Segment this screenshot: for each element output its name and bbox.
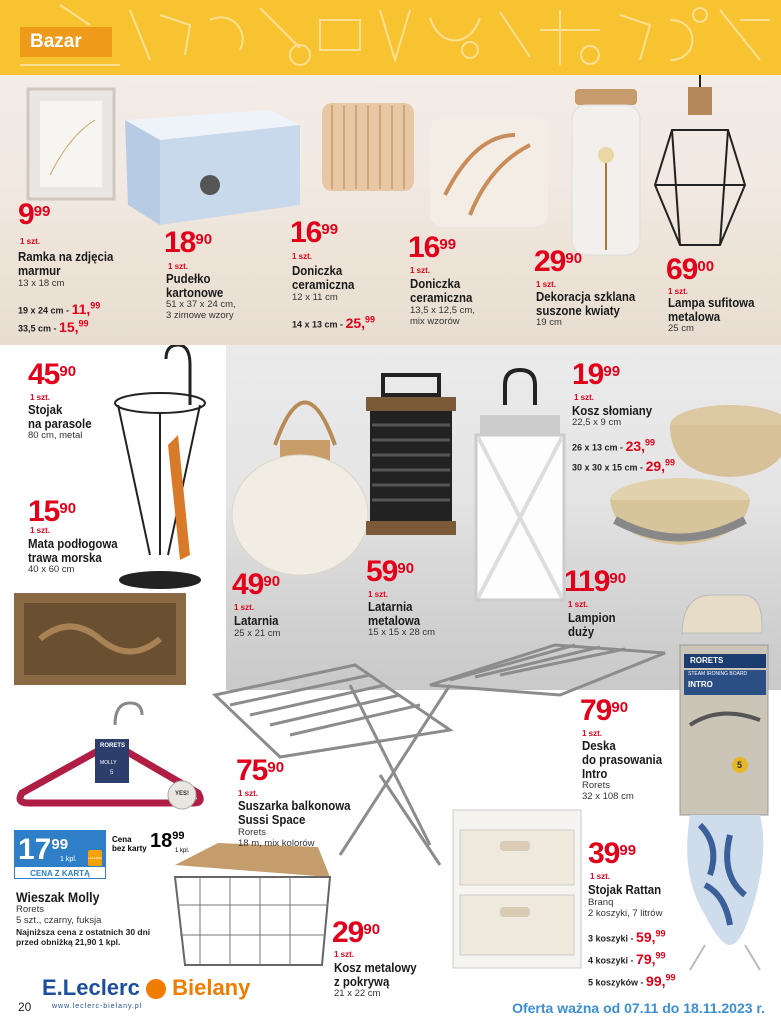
- lampa-desc: 25 cm: [668, 323, 694, 334]
- card-price-label: CENA Z KARTĄ: [14, 866, 106, 879]
- ramka-desc: 13 x 18 cm: [18, 278, 65, 289]
- card-price: $17^{99}$: [18, 833, 69, 866]
- ramka-name: Ramka na zdjęcia marmur: [18, 249, 114, 278]
- deska-desc: Rorets 32 x 108 cm: [582, 780, 634, 802]
- suszarka-unit: 1 szt.: [238, 789, 259, 798]
- section-title: Bazar: [20, 27, 112, 57]
- stojak-rattan-variant-2: 4 koszyki - 79,99: [588, 950, 666, 967]
- deska-name: Deska do prasowania Intro: [582, 738, 663, 781]
- lampion-name: Lampion duży: [568, 610, 616, 639]
- nocard-unit: 1 kpl.: [175, 848, 190, 854]
- lampion-price: 11990: [564, 565, 627, 598]
- latarnia-name: Latarnia: [234, 613, 279, 628]
- leclerc-logo: E.Leclerc Bielany: [42, 975, 251, 1000]
- doniczka1-name: Doniczka ceramiczna: [292, 263, 355, 292]
- dekoracja-unit: 1 szt.: [536, 280, 557, 289]
- lampa-name: Lampa sufitowa metalowa: [668, 295, 755, 324]
- latarnia-desc: 25 x 21 cm: [234, 628, 281, 639]
- wieszak-desc: Rorets 5 szt., czarny, fuksja: [16, 904, 102, 926]
- suszarka-name: Suszarka balkonowa Sussi Space: [238, 798, 351, 827]
- wieszak-tag-name: MOLLY: [100, 760, 117, 766]
- leclerc-card-icon: LECLERC: [88, 850, 102, 866]
- latarnia-met-unit: 1 szt.: [368, 590, 389, 599]
- dekoracja-desc: 19 cm: [536, 317, 562, 328]
- kosz-slomiany-price: 1999: [572, 358, 621, 391]
- wire-basket-with-lid-image: [175, 843, 330, 965]
- ramka-variant-1: 19 x 24 cm - 11,99: [18, 300, 101, 317]
- kosz-metal-desc: 21 x 22 cm: [334, 988, 381, 999]
- ramka-variant-2: 33,5 cm - 15,99: [18, 318, 89, 335]
- page-number: 20: [18, 1000, 32, 1014]
- deska-price: 7990: [580, 694, 629, 727]
- ceramic-pot-striped-image: [322, 103, 414, 191]
- kosz-slomiany-unit: 1 szt.: [574, 393, 595, 402]
- stojak-rattan-desc: Branq 2 koszyki, 7 litrów: [588, 897, 663, 919]
- lampa-unit: 1 szt.: [668, 287, 689, 296]
- kosz-metal-name: Kosz metalowy z pokrywą: [334, 960, 417, 989]
- wieszak-lowest-price-note: Najniższa cena z ostatnich 30 dni przed obniżką 21,90 1 kpl.: [16, 927, 151, 947]
- ceramic-pot-leaf-image: [430, 117, 548, 227]
- ramka-unit: 1 szt.: [20, 237, 41, 246]
- stojak-rattan-variant-1: 3 koszyki - 59,99: [588, 928, 666, 945]
- ramka-price: 999: [18, 198, 51, 231]
- mata-name: Mata podłogowa trawa morska: [28, 536, 118, 565]
- stojak-parasole-desc: 80 cm, metal: [28, 430, 83, 441]
- pudelko-price: 1890: [164, 226, 213, 259]
- mata-unit: 1 szt.: [30, 526, 51, 535]
- latarnia-met-desc: 15 x 15 x 28 cm: [368, 627, 436, 638]
- stojak-rattan-variant-3: 5 koszyków - 99,99: [588, 972, 676, 989]
- metal-lantern-image: [366, 375, 456, 535]
- kosz-metal-unit: 1 szt.: [334, 950, 355, 959]
- nocard-label: Cena bez karty: [112, 835, 147, 853]
- suszarka-desc: Rorets 18 m, mix kolorów: [238, 827, 315, 849]
- mata-desc: 40 x 60 cm: [28, 564, 75, 575]
- bottom-row-product-photos: [0, 585, 781, 975]
- glass-jar-dried-flowers-image: [572, 89, 640, 255]
- deska-box-line2: INTRO: [688, 680, 713, 689]
- kosz-metal-price: 2990: [332, 916, 381, 949]
- doniczka1-unit: 1 szt.: [292, 252, 313, 261]
- deska-unit: 1 szt.: [582, 729, 603, 738]
- mata-price: 1590: [28, 495, 77, 528]
- stojak-rattan-price: 3999: [588, 837, 637, 870]
- lampion-unit: 1 szt.: [568, 600, 589, 609]
- latarnia-price: 4990: [232, 568, 281, 601]
- white-lantern-image: [476, 370, 564, 600]
- wieszak-tag-brand: RORETS: [100, 743, 126, 749]
- doniczka1-desc: 12 x 11 cm: [292, 292, 338, 303]
- dekoracja-price: 2990: [534, 245, 583, 278]
- wieszak-name: Wieszak Molly: [16, 889, 100, 905]
- pudelko-unit: 1 szt.: [168, 262, 189, 271]
- deska-box-number: 5: [737, 760, 743, 770]
- doniczka2-unit: 1 szt.: [410, 266, 431, 275]
- deska-box-line1: STEAM IRONING BOARD: [688, 671, 748, 677]
- doniczka1-price: 1699: [290, 216, 339, 249]
- lampa-price: 6900: [666, 253, 715, 286]
- paper-lantern-image: [232, 403, 368, 576]
- nocard-price: $18^{99}$: [150, 830, 185, 852]
- plastic-drawer-unit-image: [453, 810, 581, 968]
- wieszak-tag-number: 5: [110, 770, 114, 776]
- kosz-slomiany-variant-1: 26 x 13 cm - 23,99: [572, 437, 656, 454]
- leclerc-logo-icon: [146, 979, 166, 999]
- latarnia-met-name: Latarnia metalowa: [368, 599, 421, 628]
- pudelko-name: Pudełko kartonowe: [166, 271, 224, 300]
- stojak-parasole-name: Stojak na parasole: [28, 402, 92, 431]
- suszarka-price: 7590: [236, 754, 285, 787]
- top-row-product-photos: [0, 75, 781, 345]
- offer-validity: Oferta ważna od 07.11 do 18.11.2023 r.: [512, 1000, 765, 1016]
- pudelko-desc: 51 x 37 x 24 cm, 3 zimowe wzory: [166, 299, 236, 321]
- straw-baskets-image: [610, 405, 781, 545]
- doniczka1-variant-1: 14 x 13 cm - 25,99: [292, 314, 376, 331]
- dekoracja-name: Dekoracja szklana suszone kwiaty: [536, 289, 636, 318]
- metal-pendant-lamp-image: [655, 75, 745, 245]
- doniczka2-desc: 13,5 x 12,5 cm, mix wzorów: [410, 305, 475, 327]
- kosz-slomiany-variant-2: 30 x 30 x 15 cm - 29,99: [572, 457, 676, 474]
- page-header-banner: [0, 0, 781, 75]
- leclerc-website-url: www.leclerc-bielany.pl: [52, 1003, 143, 1010]
- stojak-rattan-name: Stojak Rattan: [588, 882, 662, 897]
- doniczka2-price: 1699: [408, 231, 457, 264]
- wieszak-yes-text: YES!: [175, 791, 190, 797]
- deska-box-brand: RORETS: [690, 656, 724, 665]
- card-price-unit: 1 kpl.: [60, 856, 77, 863]
- stojak-parasole-price: 4590: [28, 358, 77, 391]
- stojak-parasole-unit: 1 szt.: [30, 393, 51, 402]
- kosz-slomiany-name: Kosz słomiany: [572, 403, 653, 418]
- ironing-board-image: [680, 595, 768, 970]
- kosz-slomiany-desc: 22,5 x 9 cm: [572, 417, 622, 428]
- cardboard-box-image: [125, 110, 300, 225]
- latarnia-met-price: 5990: [366, 555, 415, 588]
- latarnia-unit: 1 szt.: [234, 603, 255, 612]
- photo-frame-image: [28, 89, 114, 199]
- doniczka2-name: Doniczka ceramiczna: [410, 276, 473, 305]
- stojak-rattan-unit: 1 szt.: [590, 872, 611, 881]
- tools-pattern-illustration: [0, 0, 781, 75]
- umbrella-stand-image: [115, 345, 205, 588]
